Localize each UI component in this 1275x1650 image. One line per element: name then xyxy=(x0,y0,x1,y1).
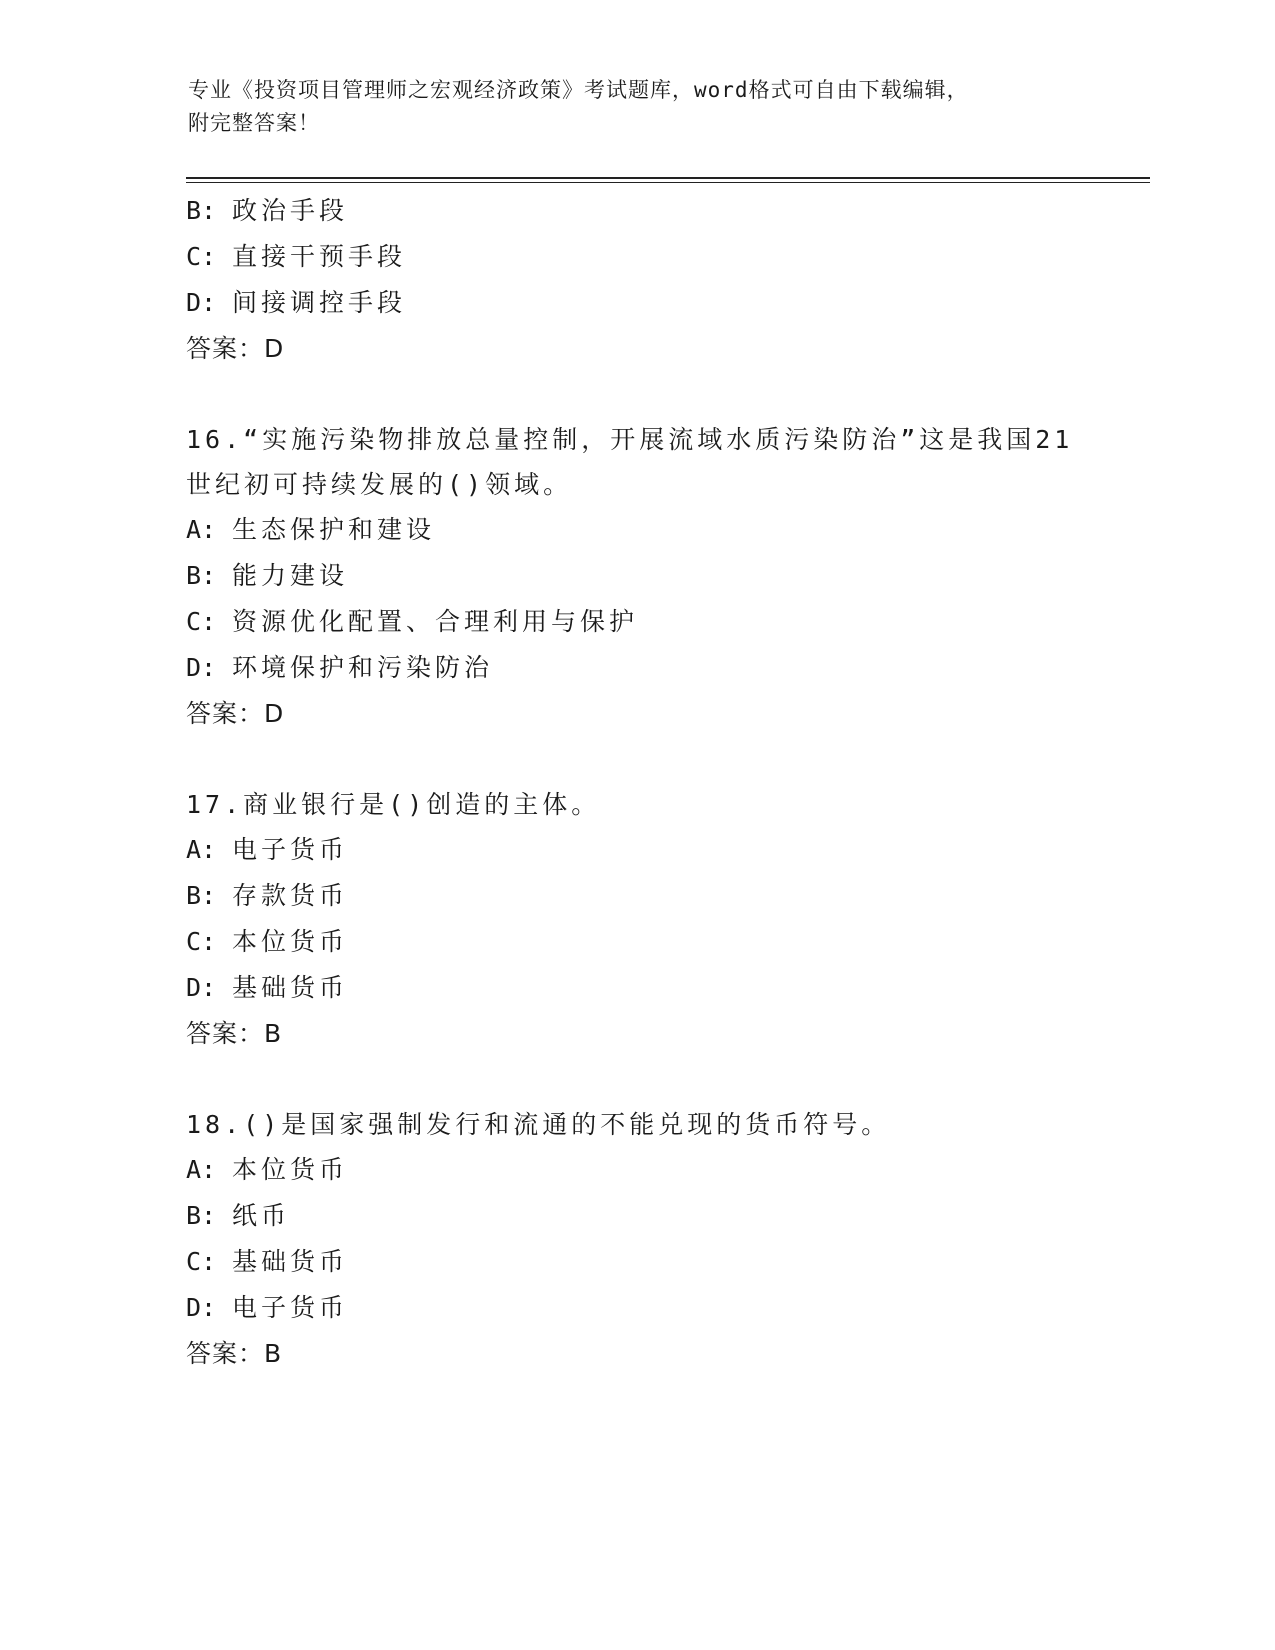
option-text: 存款货币 xyxy=(232,881,349,910)
option-d xyxy=(186,965,1106,1011)
option-letter: D: xyxy=(186,1293,217,1322)
option-letter: C: xyxy=(186,607,217,636)
option-a xyxy=(186,1147,1106,1193)
header-line-1: 专业《投资项目管理师之宏观经济政策》考试题库，word格式可自由下载编辑， xyxy=(188,78,969,102)
option-text: 电子货币 xyxy=(232,835,349,864)
question-15-continued xyxy=(186,188,1106,372)
option-d xyxy=(186,1285,1106,1331)
question-title xyxy=(186,782,1086,827)
option-a xyxy=(186,827,1106,873)
question-title-line-2: 世纪初可持续发展的()领域。 xyxy=(186,470,573,499)
question-title xyxy=(186,1102,1086,1147)
option-letter: C: xyxy=(186,1247,217,1276)
option-text: 政治手段 xyxy=(232,196,349,225)
option-letter: D: xyxy=(186,653,217,682)
option-letter: B: xyxy=(186,1201,217,1230)
option-b xyxy=(186,1193,1106,1239)
option-letter: D: xyxy=(186,973,217,1002)
answer-line: 答案：D xyxy=(186,334,285,363)
document-header xyxy=(188,74,1088,140)
question-title-line-1: 18.()是国家强制发行和流通的不能兑现的货币符号。 xyxy=(186,1110,891,1139)
option-text: 资源优化配置、合理利用与保护 xyxy=(232,607,639,636)
option-b xyxy=(186,188,1106,234)
option-letter: C: xyxy=(186,927,217,956)
question-17 xyxy=(186,782,1106,1057)
option-text: 直接干预手段 xyxy=(232,242,407,271)
option-text: 能力建设 xyxy=(232,561,349,590)
answer-line: 答案：B xyxy=(186,1019,283,1048)
option-letter: A: xyxy=(186,1155,217,1184)
option-text: 间接调控手段 xyxy=(232,288,407,317)
option-text: 本位货币 xyxy=(232,1155,349,1184)
option-letter: A: xyxy=(186,515,217,544)
option-letter: B: xyxy=(186,196,217,225)
question-16 xyxy=(186,417,1106,737)
option-c xyxy=(186,919,1106,965)
option-text: 环境保护和污染防治 xyxy=(232,653,494,682)
question-18 xyxy=(186,1102,1106,1377)
option-b xyxy=(186,553,1106,599)
question-title xyxy=(186,417,1086,507)
option-text: 电子货币 xyxy=(232,1293,349,1322)
option-text: 纸币 xyxy=(232,1201,291,1230)
question-title-line-1: 17.商业银行是()创造的主体。 xyxy=(186,790,601,819)
header-rule-thick xyxy=(186,177,1150,179)
option-d xyxy=(186,280,1106,326)
option-text: 基础货币 xyxy=(232,1247,349,1276)
option-text: 本位货币 xyxy=(232,927,349,956)
option-letter: B: xyxy=(186,561,217,590)
option-letter: B: xyxy=(186,881,217,910)
option-text: 基础货币 xyxy=(232,973,349,1002)
option-letter: A: xyxy=(186,835,217,864)
question-list xyxy=(186,188,1106,1377)
answer-line: 答案：D xyxy=(186,699,285,728)
option-c xyxy=(186,234,1106,280)
question-title-line-1: 16.“实施污染物排放总量控制，开展流域水质污染防治”这是我国21 xyxy=(186,425,1074,454)
option-b xyxy=(186,873,1106,919)
answer-line: 答案：B xyxy=(186,1339,283,1368)
option-letter: D: xyxy=(186,288,217,317)
header-line-2: 附完整答案！ xyxy=(188,111,320,135)
option-a xyxy=(186,507,1106,553)
option-c xyxy=(186,599,1106,645)
option-c xyxy=(186,1239,1106,1285)
option-d xyxy=(186,645,1106,691)
option-text: 生态保护和建设 xyxy=(232,515,436,544)
option-letter: C: xyxy=(186,242,217,271)
header-rule-thin xyxy=(186,182,1150,183)
